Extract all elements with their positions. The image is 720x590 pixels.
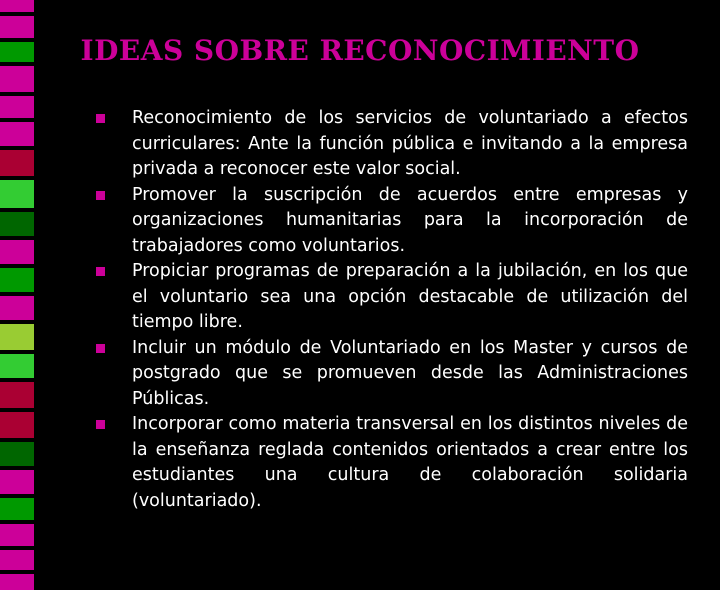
decorative-stripe xyxy=(0,96,34,118)
decorative-stripe xyxy=(0,412,34,438)
decorative-stripe xyxy=(0,212,34,236)
decorative-stripe xyxy=(0,574,34,590)
decorative-stripe xyxy=(0,66,34,92)
decorative-stripe xyxy=(0,382,34,408)
decorative-stripe xyxy=(0,240,34,264)
decorative-stripe xyxy=(0,122,34,146)
bullet-list xyxy=(96,106,688,514)
decorative-stripe xyxy=(0,180,34,208)
list-item xyxy=(96,412,688,514)
decorative-stripe xyxy=(0,354,34,378)
bullet-text: Promover la suscripción de acuerdos entre empresas y organizaciones humanitarias para la incorporación de trabajadores como voluntarios. xyxy=(132,184,688,256)
square-bullet-icon xyxy=(96,114,105,123)
decorative-stripe xyxy=(0,442,34,466)
list-item xyxy=(96,336,688,413)
square-bullet-icon xyxy=(96,420,105,429)
bullet-text: Propiciar programas de preparación a la jubilación, en los que el voluntario sea una opción destacable de utilización del tiempo libre. xyxy=(132,261,688,332)
decorative-stripe xyxy=(0,524,34,546)
list-item xyxy=(96,259,688,336)
decorative-stripe xyxy=(0,550,34,570)
decorative-stripe xyxy=(0,296,34,320)
list-item xyxy=(96,183,688,260)
decorative-stripe xyxy=(0,498,34,520)
square-bullet-icon xyxy=(96,344,105,353)
bullet-text: Incluir un módulo de Voluntariado en los Master y cursos de postgrado que se promueven desde las Administraciones Públicas. xyxy=(132,337,688,409)
decorative-stripe xyxy=(0,324,34,350)
bullet-text: Incorporar como materia transversal en los distintos niveles de la enseñanza reglada contenidos orientados a crear entre los estudiantes una cultura de colaboración solidaria (voluntariado). xyxy=(132,414,688,511)
decorative-stripe xyxy=(0,470,34,494)
bullet-text: Reconocimiento de los servicios de voluntariado a efectos curriculares: Ante la función pública e invitando a la empresa privada a reconocer este valor social. xyxy=(132,108,688,179)
decorative-stripe xyxy=(0,150,34,176)
decorative-stripe xyxy=(0,0,34,12)
list-item xyxy=(96,106,688,183)
decorative-stripe-bar xyxy=(0,0,34,540)
decorative-stripe xyxy=(0,268,34,292)
square-bullet-icon xyxy=(96,191,105,200)
slide-title: IDEAS SOBRE RECONOCIMIENTO xyxy=(80,34,640,67)
square-bullet-icon xyxy=(96,267,105,276)
